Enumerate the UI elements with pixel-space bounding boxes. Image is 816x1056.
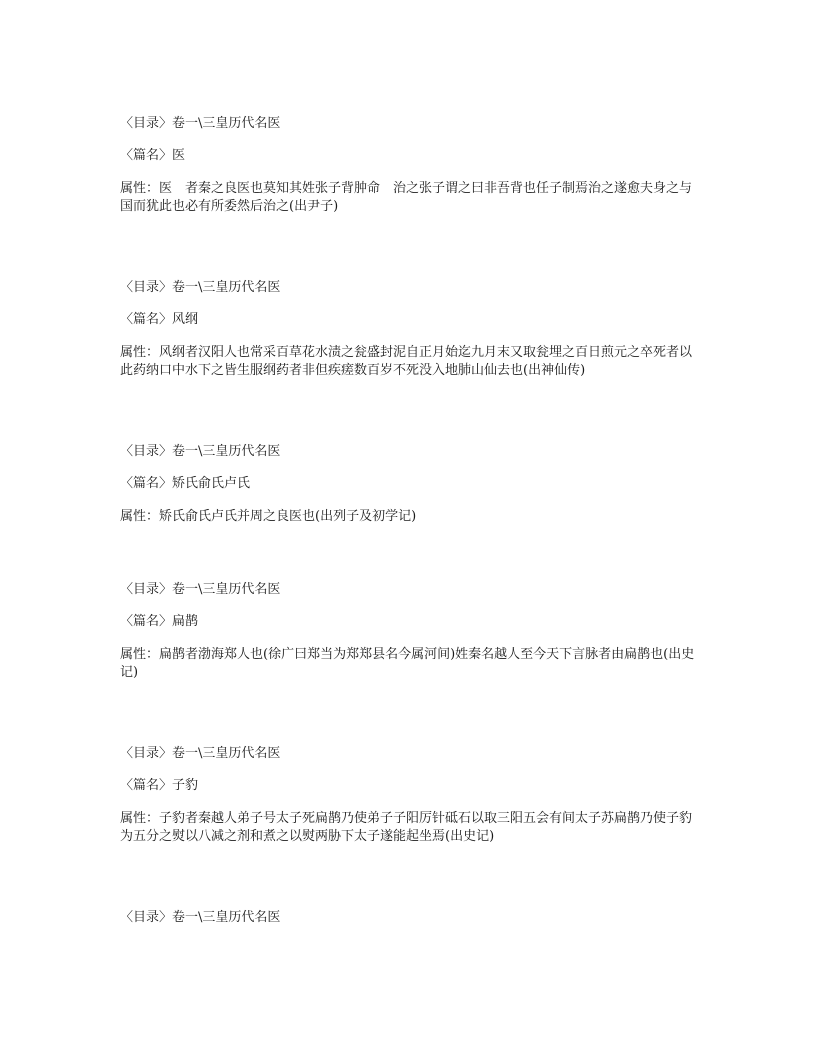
toc-line: 〈目录〉卷一\三皇历代名医: [120, 444, 281, 459]
attribute-text: 属性：子豹者秦越人弟子号太子死扁鹊乃使弟子子阳厉针砥石以取三阳五会有间太子苏扁鹊乃使子豹为五分之熨以八减之剂和煮之以熨两胁下太子遂能起坐焉(出史记): [120, 811, 693, 844]
toc-line: 〈目录〉卷一\三皇历代名医: [120, 116, 281, 131]
chapter-title: 〈篇名〉扁鹊: [120, 614, 199, 629]
entry-bianque: [120, 581, 700, 682]
attribute-text: 属性：矫氏俞氏卢氏并周之良医也(出列子及初学记): [120, 509, 417, 524]
toc-line: 〈目录〉卷一\三皇历代名医: [120, 746, 281, 761]
entry-trailing: [120, 909, 700, 927]
entry-yi: [120, 115, 700, 216]
attribute-text: 属性：医 者秦之良医也莫知其姓张子背肿命 治之张子谓之曰非吾背也任子制焉治之遂愈夫身之与国而犹此也必有所委然后治之(出尹子): [120, 181, 693, 214]
entry-separator: [120, 380, 700, 443]
entry-separator: [120, 526, 700, 581]
chapter-title: 〈篇名〉矫氏俞氏卢氏: [120, 476, 251, 491]
toc-line: 〈目录〉卷一\三皇历代名医: [120, 582, 281, 597]
chapter-title: 〈篇名〉子豹: [120, 778, 199, 793]
document-page: [120, 115, 700, 941]
chapter-title: 〈篇名〉风纲: [120, 312, 199, 327]
entry-fenggang: [120, 279, 700, 380]
chapter-title: 〈篇名〉医: [120, 148, 186, 163]
entry-jiaoshi: [120, 443, 700, 526]
attribute-text: 属性：扁鹊者渤海郑人也(徐广曰郑当为郑郑县名今属河间)姓秦名越人至今天下言脉者由扁鹊也(出史记): [120, 647, 695, 680]
entry-separator: [120, 216, 700, 279]
entry-separator: [120, 846, 700, 909]
entry-zibao: [120, 745, 700, 846]
toc-line: 〈目录〉卷一\三皇历代名医: [120, 910, 281, 925]
toc-line: 〈目录〉卷一\三皇历代名医: [120, 280, 281, 295]
attribute-text: 属性：风纲者汉阳人也常采百草花水渍之瓮盛封泥自正月始迄九月末又取瓮埋之百日煎元之卒死者以此药纳口中水下之皆生服纲药者非但疾瘥数百岁不死没入地肺山仙去也(出神仙传): [120, 345, 693, 378]
entry-separator: [120, 682, 700, 745]
